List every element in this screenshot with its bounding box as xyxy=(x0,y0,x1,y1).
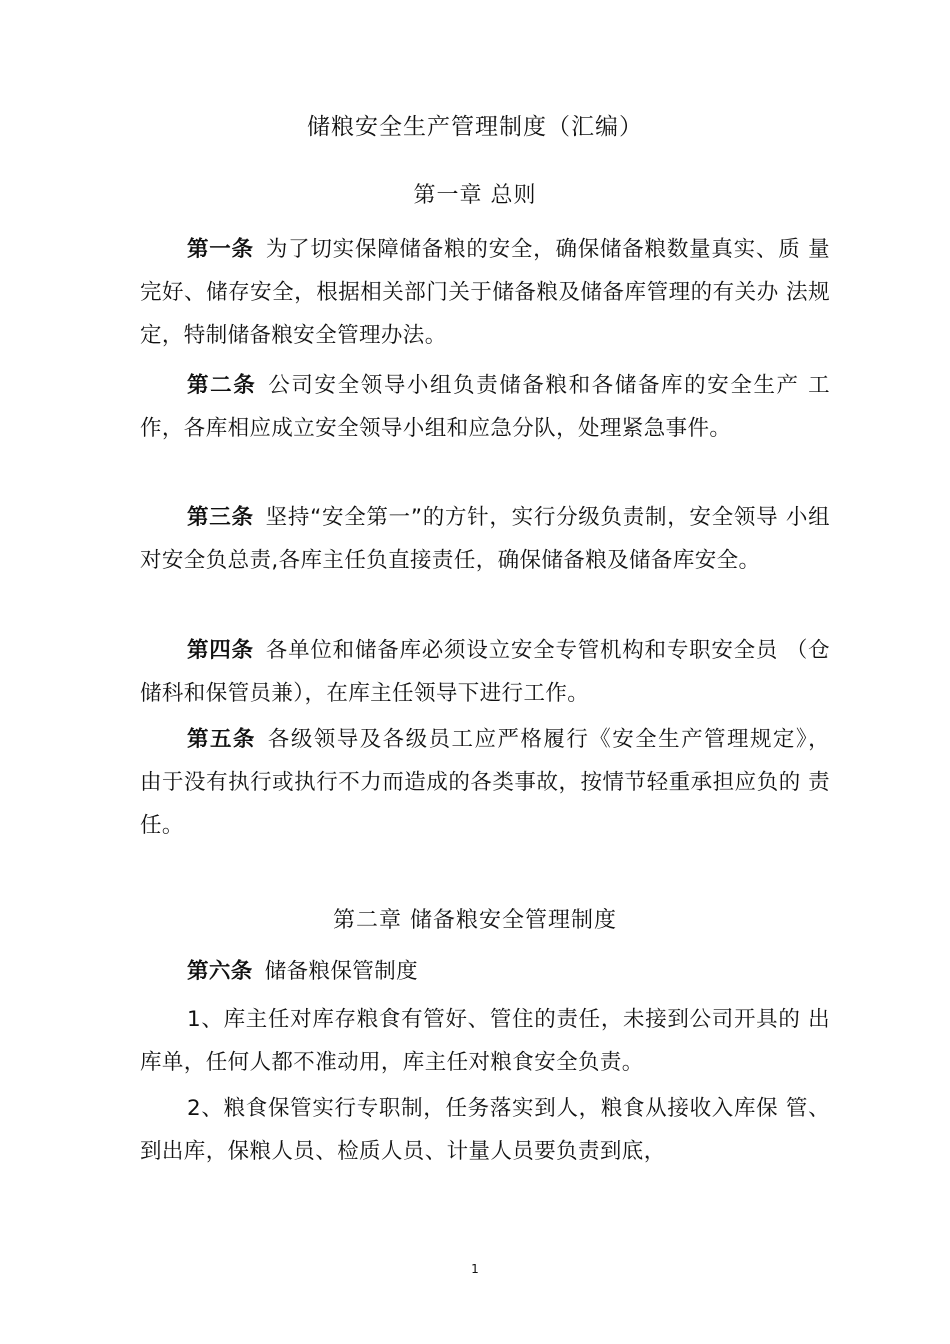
document-title: 储粮安全生产管理制度（汇编） xyxy=(307,114,643,140)
article-label: 第五条 xyxy=(187,727,256,752)
clause-text: 2、粮食保管实行专职制，任务落实到人，粮食从接收入库保 管、到出库，保粮人员、检质人员、计量人员要负责到底， xyxy=(140,1096,830,1164)
clause-text: 1、库主任对库存粮食有管好、管住的责任，未接到公司开具的 出库单，任何人都不准动用，库主任对粮食安全负责。 xyxy=(140,1007,830,1075)
article-text: 各单位和储备库必须设立安全专管机构和专职安全员 （仓储科和保管员兼），在库主任领导下进行工作。 xyxy=(140,638,830,706)
clause-paragraph xyxy=(140,998,830,1084)
article-label: 第六条 xyxy=(187,959,253,984)
article-label: 第二条 xyxy=(187,373,257,398)
chapter-heading: 第二章 储备粮安全管理制度 xyxy=(333,908,617,933)
article-label: 第一条 xyxy=(187,237,254,262)
article-text: 储备粮保管制度 xyxy=(264,959,419,984)
article-label: 第三条 xyxy=(187,505,254,530)
page-number: 1 xyxy=(471,1262,479,1276)
article-label: 第四条 xyxy=(187,638,254,663)
article-paragraph xyxy=(140,364,830,450)
clause-paragraph xyxy=(140,1087,830,1173)
article-paragraph xyxy=(140,950,830,993)
article-text: 为了切实保障储备粮的安全，确保储备粮数量真实、质 量完好、储存安全，根据相关部门关于储备粮及储备库管理的有关办 法规定，特制储备粮安全管理办法。 xyxy=(140,237,830,348)
chapter-heading: 第一章 总则 xyxy=(413,183,537,208)
article-text: 公司安全领导小组负责储备粮和各储备库的安全生产 工作，各库相应成立安全领导小组和应急分队，处理紧急事件。 xyxy=(140,373,830,441)
article-paragraph xyxy=(140,496,830,582)
article-text: 坚持“安全第一”的方针，实行分级负责制，安全领导 小组对安全负总责,各库主任负直接责任，确保储备粮及储备库安全。 xyxy=(140,505,830,573)
article-text: 各级领导及各级员工应严格履行《安全生产管理规定》， 由于没有执行或执行不力而造成的各类事故，按情节轻重承担应负的 责任。 xyxy=(140,727,830,838)
article-paragraph xyxy=(140,228,830,357)
article-paragraph xyxy=(140,629,830,715)
article-paragraph xyxy=(140,718,830,847)
